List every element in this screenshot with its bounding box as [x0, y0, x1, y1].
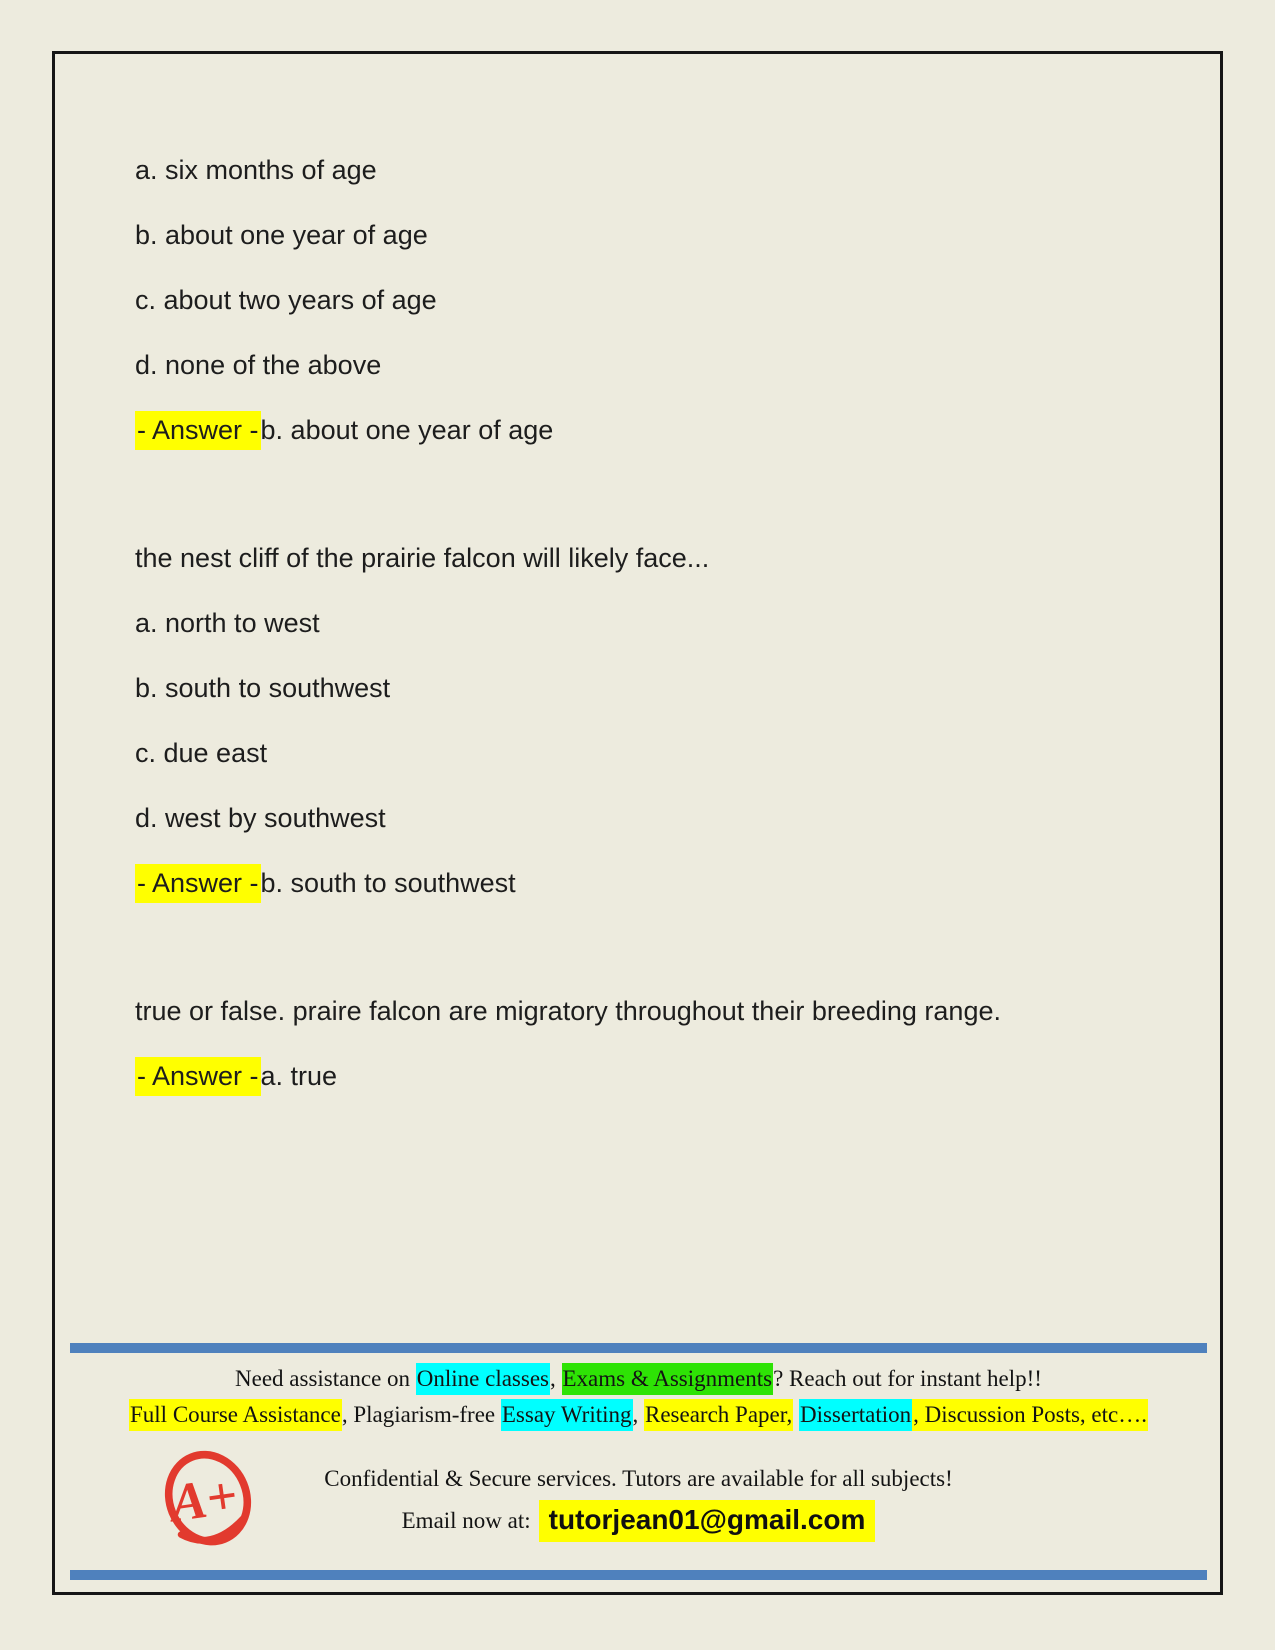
question2-answer-text: b. south to southwest — [260, 868, 516, 898]
email-line — [70, 1500, 1207, 1542]
quiz-content — [135, 148, 1145, 1119]
promo-text: , Plagiarism-free — [341, 1402, 501, 1427]
question3-answer-highlight: - Answer - — [135, 1057, 261, 1096]
question2-answer-highlight: - Answer - — [135, 864, 261, 903]
promo-text: Need assistance on — [235, 1366, 416, 1391]
promo-highlight-online-classes: Online classes — [416, 1363, 550, 1395]
question3-prompt: true or false. praire falcon are migratory throughout their breeding range. — [135, 996, 1001, 1026]
question2-option-b: b. south to southwest — [135, 673, 391, 703]
promo-highlight-research-paper: Research Paper, — [644, 1399, 793, 1431]
question1-answer-line — [135, 408, 1145, 453]
question1-option-d: d. none of the above — [135, 350, 382, 380]
promo-highlight-dissertation: Dissertation — [799, 1399, 912, 1431]
question2-prompt: the nest cliff of the prairie falcon will likely face... — [135, 543, 710, 573]
promo-highlight-exams-assignments: Exams & Assignments — [562, 1363, 774, 1395]
promo-highlight-essay-writing: Essay Writing — [501, 1399, 633, 1431]
promo-highlight-full-course: Full Course Assistance — [129, 1399, 342, 1431]
promo-line-2 — [70, 1398, 1207, 1432]
top-divider-rule — [70, 1343, 1207, 1353]
promo-highlight-discussion-posts: , Discussion Posts, etc…. — [912, 1399, 1148, 1431]
spacer — [135, 473, 1145, 536]
question3-answer-text: a. true — [260, 1061, 338, 1091]
question2-option-a: a. north to west — [135, 608, 320, 638]
question2-answer-line — [135, 861, 1145, 906]
question2-option-c: c. due east — [135, 738, 268, 768]
email-address: tutorjean01@gmail.com — [539, 1500, 876, 1542]
question1-answer-highlight: - Answer - — [135, 411, 261, 450]
question1-option-b: b. about one year of age — [135, 220, 428, 250]
question1-answer-text: b. about one year of age — [260, 415, 554, 445]
promo-text: ? Reach out for instant help!! — [773, 1366, 1042, 1391]
question1-option-a: a. six months of age — [135, 155, 377, 185]
promo-text: , — [632, 1402, 644, 1427]
bottom-divider-rule — [70, 1570, 1207, 1580]
spacer — [135, 926, 1145, 989]
promo-text: , — [550, 1366, 562, 1391]
confidential-text: Confidential & Secure services. Tutors are available for all subjects! — [324, 1466, 953, 1491]
question3-answer-line — [135, 1054, 1145, 1099]
promo-line-1 — [70, 1362, 1207, 1396]
email-label: Email now at: — [401, 1508, 531, 1533]
question1-option-c: c. about two years of age — [135, 285, 437, 315]
svg-text:A+: A+ — [166, 1464, 241, 1534]
question2-option-d: d. west by southwest — [135, 803, 386, 833]
